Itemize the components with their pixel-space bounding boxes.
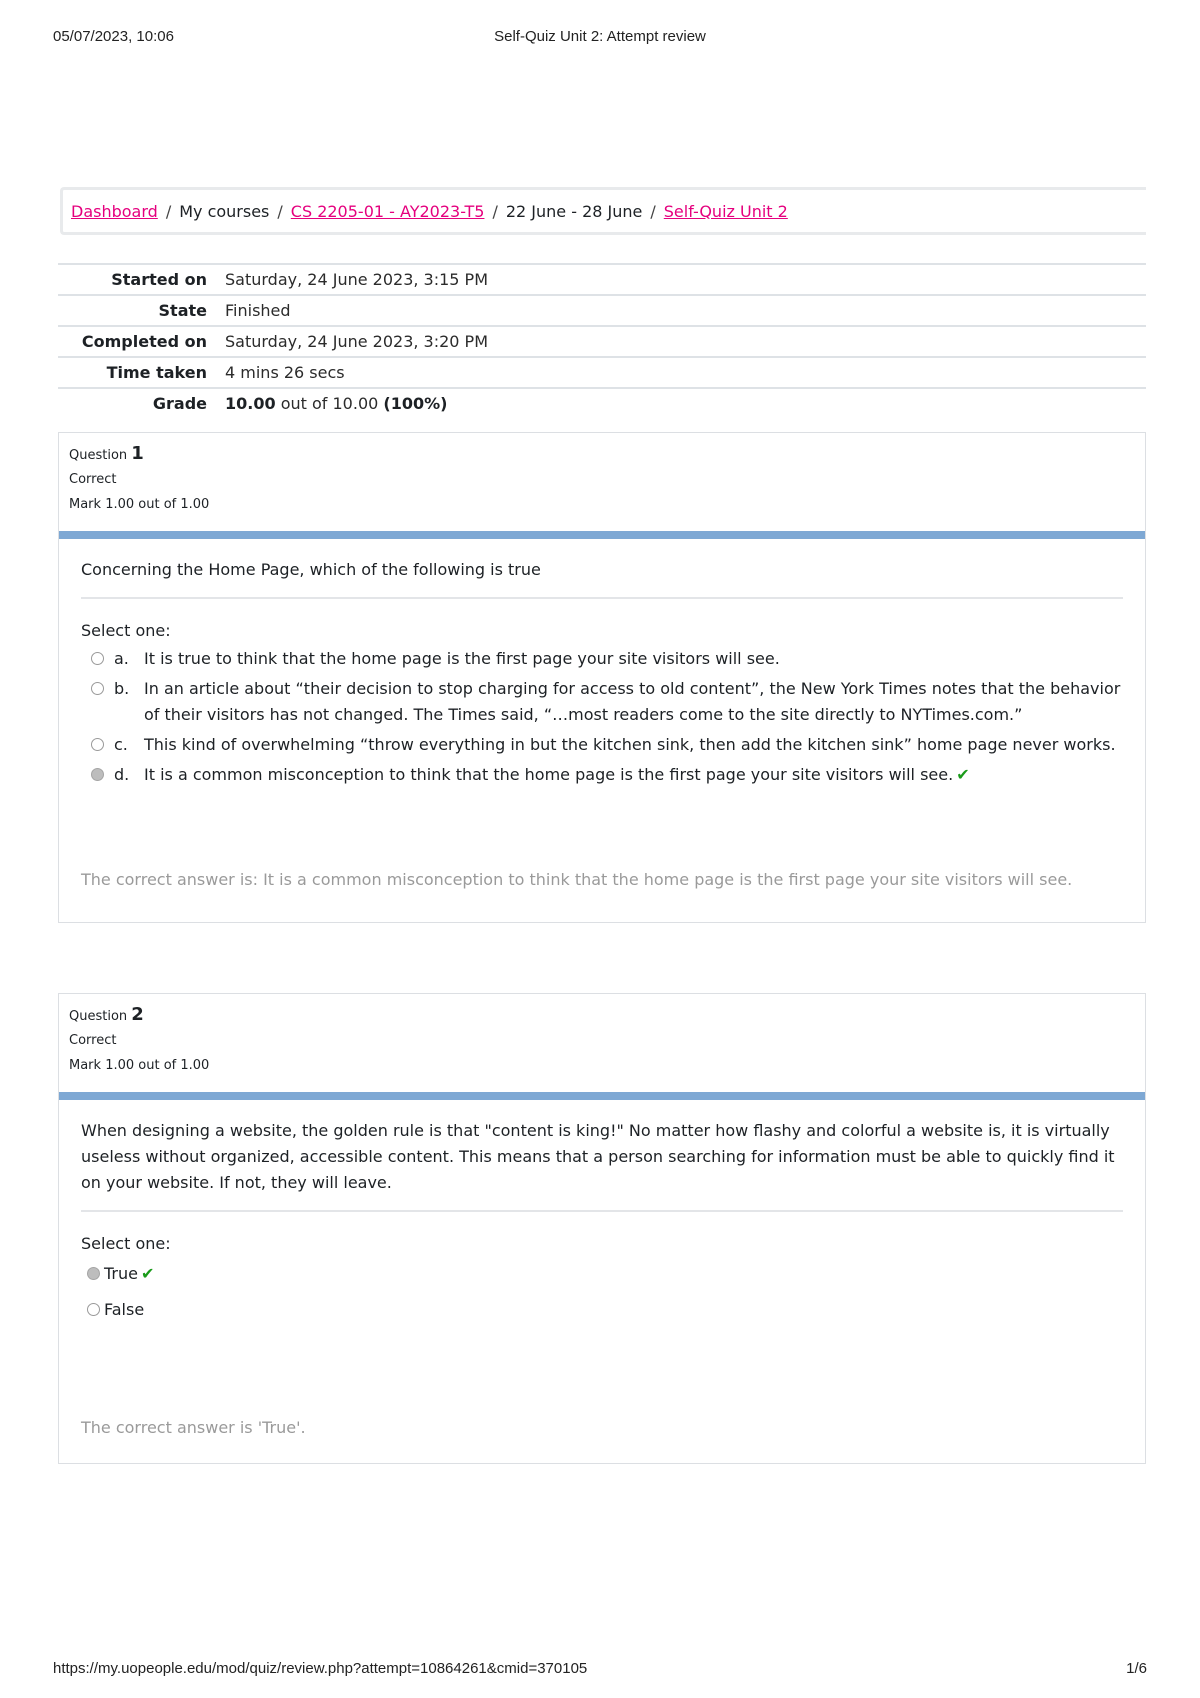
summary-value: 4 mins 26 secs (225, 363, 345, 382)
correct-answer-feedback: The correct answer is 'True'. (59, 1402, 1145, 1437)
answer-option-a[interactable] (81, 646, 1123, 672)
radio-button-selected[interactable] (87, 1267, 100, 1280)
radio-button[interactable] (91, 652, 104, 665)
answer-letter: d. (114, 765, 130, 784)
question-info (59, 433, 1145, 531)
print-title: Self-Quiz Unit 2: Attempt review (494, 28, 706, 45)
answer-option-b[interactable] (81, 676, 1123, 728)
question-text: When designing a website, the golden rule is that "content is king!" No matter how flashy and colorful a website is, it is virtually useless without organized, accessible content. This means that a person searching for information must be able to quickly find it on your website. If not, they will leave. (81, 1121, 1115, 1192)
summary-value: Finished (225, 301, 291, 320)
question-info (59, 994, 1145, 1092)
question-num-value: 2 (131, 1004, 144, 1025)
breadcrumb (60, 187, 1146, 235)
question-mark: Mark 1.00 out of 1.00 (69, 1058, 210, 1073)
grade-percent: (100%) (383, 394, 448, 413)
question-formulation (59, 531, 1145, 856)
select-one-label: Select one: (81, 621, 171, 640)
answer-text: In an article about “their decision to stop charging for access to old content”, the New York Times notes that the behavior of their visitors has not changed. The Times said, “…most readers come to the site directly to NYTimes.com.” (144, 679, 1121, 724)
question-2 (58, 993, 1146, 1464)
radio-button-selected[interactable] (91, 768, 104, 781)
grade-out-of: out of 10.00 (280, 394, 379, 413)
summary-label: Started on (111, 270, 207, 289)
breadcrumb-week: 22 June - 28 June (505, 201, 643, 221)
breadcrumb-separator: / (650, 201, 656, 221)
answer-option-false[interactable] (81, 1297, 1123, 1323)
answer-option-true[interactable] (81, 1261, 1123, 1287)
print-url: https://my.uopeople.edu/mod/quiz/review.php?attempt=10864261&cmid=370105 (53, 1660, 588, 1677)
answer-text (144, 762, 1123, 788)
correct-answer-feedback: The correct answer is: It is a common misconception to think that the home page is the first page your site visitors will see. (59, 856, 1145, 889)
question-state: Correct (69, 1033, 117, 1048)
breadcrumb-separator: / (277, 201, 283, 221)
summary-label: Grade (152, 394, 207, 413)
answer-text: This kind of overwhelming “throw everything in but the kitchen sink, then add the kitchen sink” home page never works. (144, 735, 1116, 754)
answer-letter: b. (114, 679, 130, 698)
question-number (69, 1004, 1135, 1025)
radio-button[interactable] (91, 738, 104, 751)
question-num-value: 1 (131, 443, 144, 464)
print-header (53, 28, 1147, 48)
answer-option-c[interactable] (81, 732, 1123, 758)
summary-label: Time taken (106, 363, 207, 382)
answer-letter: c. (114, 735, 128, 754)
breadcrumb-quiz-link[interactable]: Self-Quiz Unit 2 (663, 201, 788, 221)
question-formulation (59, 1092, 1145, 1402)
question-mark: Mark 1.00 out of 1.00 (69, 497, 210, 512)
print-footer (53, 1660, 1147, 1680)
summary-value: Saturday, 24 June 2023, 3:15 PM (225, 270, 489, 289)
summary-label: Completed on (81, 332, 207, 351)
grade-score: 10.00 (225, 394, 276, 413)
radio-button[interactable] (91, 682, 104, 695)
answer-text-value: It is a common misconception to think that the home page is the first page your site visitors will see. (144, 765, 954, 784)
summary-row-started (58, 263, 1146, 294)
answer-letter: a. (114, 649, 129, 668)
summary-value (225, 394, 1146, 413)
attempt-summary-table (58, 263, 1146, 418)
print-datetime: 05/07/2023, 10:06 (53, 28, 174, 45)
question-label: Question (69, 448, 128, 463)
print-page-number: 1/6 (1126, 1660, 1147, 1677)
breadcrumb-course-link[interactable]: CS 2205-01 - AY2023-T5 (290, 201, 485, 221)
breadcrumb-my-courses: My courses (179, 201, 270, 221)
question-state: Correct (69, 472, 117, 487)
breadcrumb-dashboard-link[interactable]: Dashboard (71, 201, 158, 221)
summary-row-time-taken (58, 356, 1146, 387)
question-number (69, 443, 1135, 464)
answer-text: False (104, 1300, 145, 1319)
summary-label: State (158, 301, 207, 320)
summary-row-grade (58, 387, 1146, 418)
breadcrumb-separator: / (492, 201, 498, 221)
question-label: Question (69, 1009, 128, 1024)
answer-option-d[interactable] (81, 762, 1123, 788)
breadcrumb-separator: / (165, 201, 172, 221)
select-one-label: Select one: (81, 1234, 171, 1253)
divider (81, 597, 1123, 599)
summary-row-state (58, 294, 1146, 325)
check-icon: ✔ (140, 1264, 155, 1283)
radio-button[interactable] (87, 1303, 100, 1316)
summary-row-completed (58, 325, 1146, 356)
check-icon: ✔ (956, 765, 970, 784)
answer-text: True (104, 1264, 138, 1283)
summary-value: Saturday, 24 June 2023, 3:20 PM (225, 332, 489, 351)
answer-text: It is true to think that the home page is the first page your site visitors will see. (144, 649, 780, 668)
divider (81, 1210, 1123, 1212)
question-1 (58, 432, 1146, 923)
question-text: Concerning the Home Page, which of the following is true (81, 560, 541, 579)
